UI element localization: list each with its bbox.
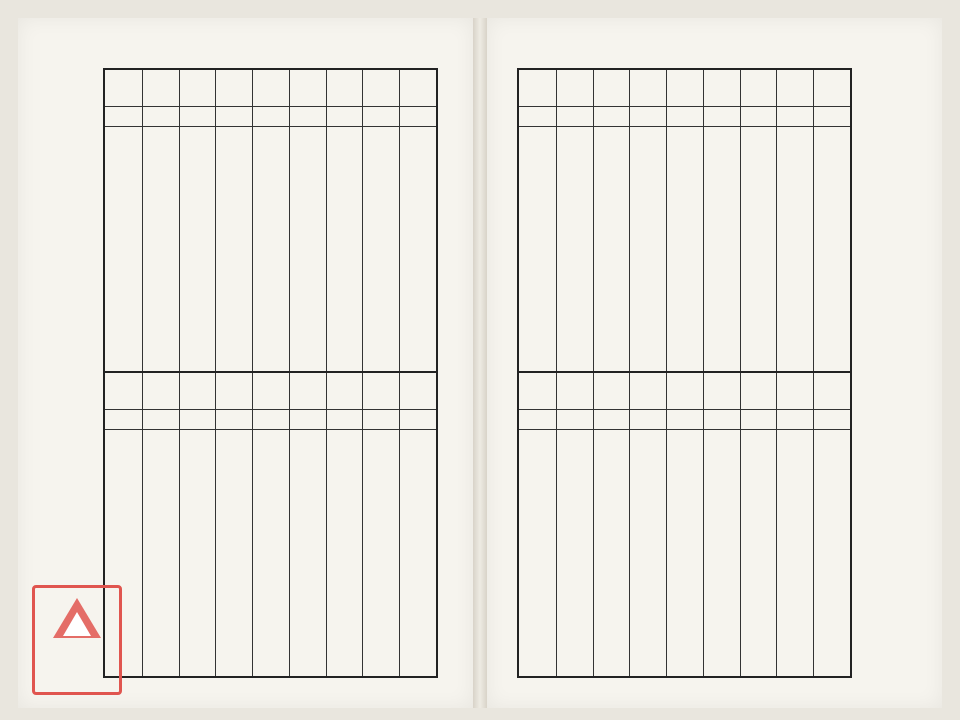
- entry-description: [400, 126, 436, 371]
- entry-column: [252, 373, 289, 676]
- book-gutter: [473, 18, 487, 708]
- entry-description: [180, 429, 216, 676]
- entry-element: [777, 409, 813, 430]
- entry-column: [142, 70, 179, 371]
- entry-column: [362, 373, 399, 676]
- entry-char: [290, 70, 326, 107]
- entry-char: [630, 373, 666, 410]
- entry-column: [142, 373, 179, 676]
- entry-char: [105, 373, 142, 410]
- entry-column: [593, 70, 630, 371]
- entry-element: [741, 106, 777, 127]
- entry-column: [399, 70, 436, 371]
- entry-description: [519, 429, 556, 676]
- entry-element: [400, 409, 436, 430]
- entry-grid-left: [103, 68, 438, 678]
- entry-description: [741, 429, 777, 676]
- entry-description: [400, 429, 436, 676]
- entry-description: [363, 126, 399, 371]
- entry-description: [519, 126, 556, 371]
- entry-char: [704, 70, 740, 107]
- entry-char: [667, 70, 703, 107]
- entry-element: [594, 106, 630, 127]
- entry-char: [180, 70, 216, 107]
- entry-char: [216, 70, 252, 107]
- entry-char: [777, 373, 813, 410]
- entry-description: [363, 429, 399, 676]
- entry-char: [253, 70, 289, 107]
- entry-column: [776, 70, 813, 371]
- entry-description: [327, 429, 363, 676]
- entry-element: [253, 409, 289, 430]
- entry-element: [290, 409, 326, 430]
- entry-column: [629, 70, 666, 371]
- entry-column: [666, 373, 703, 676]
- entry-description: [216, 126, 252, 371]
- entry-char: [253, 373, 289, 410]
- entry-description: [216, 429, 252, 676]
- entry-description: [105, 126, 142, 371]
- entry-column: [215, 373, 252, 676]
- entry-element: [180, 106, 216, 127]
- entry-element: [557, 106, 593, 127]
- entry-element: [741, 409, 777, 430]
- entry-element: [400, 106, 436, 127]
- entry-element: [143, 409, 179, 430]
- entry-char: [667, 373, 703, 410]
- entry-column: [776, 373, 813, 676]
- entry-char: [519, 373, 556, 410]
- entry-description: [667, 429, 703, 676]
- entry-element: [363, 106, 399, 127]
- entry-element: [777, 106, 813, 127]
- entry-element: [814, 409, 850, 430]
- entry-description: [704, 429, 740, 676]
- entry-column: [593, 373, 630, 676]
- entry-description: [290, 429, 326, 676]
- entry-char: [400, 70, 436, 107]
- entry-element: [519, 106, 556, 127]
- entry-column: [252, 70, 289, 371]
- entry-char: [814, 70, 850, 107]
- grid-bottom-half: [105, 373, 436, 676]
- entry-char: [557, 373, 593, 410]
- entry-char: [814, 373, 850, 410]
- entry-element: [667, 106, 703, 127]
- entry-column: [813, 373, 850, 676]
- entry-column: [629, 373, 666, 676]
- entry-grid-right: [517, 68, 852, 678]
- entry-element: [105, 106, 142, 127]
- entry-column: [179, 373, 216, 676]
- entry-column: [666, 70, 703, 371]
- entry-element: [216, 409, 252, 430]
- entry-char: [630, 70, 666, 107]
- entry-description: [143, 429, 179, 676]
- entry-char: [741, 70, 777, 107]
- entry-column: [399, 373, 436, 676]
- entry-char: [143, 70, 179, 107]
- entry-element: [216, 106, 252, 127]
- entry-char: [363, 70, 399, 107]
- entry-description: [741, 126, 777, 371]
- entry-element: [519, 409, 556, 430]
- entry-description: [704, 126, 740, 371]
- entry-description: [143, 126, 179, 371]
- entry-char: [557, 70, 593, 107]
- entry-description: [253, 126, 289, 371]
- entry-column: [740, 373, 777, 676]
- grid-bottom-half: [519, 373, 850, 676]
- entry-element: [105, 409, 142, 430]
- entry-char: [400, 373, 436, 410]
- entry-element: [180, 409, 216, 430]
- entry-description: [180, 126, 216, 371]
- ncc-stamp-logo: [32, 585, 122, 695]
- entry-column: [703, 70, 740, 371]
- entry-column: [289, 70, 326, 371]
- entry-column: [519, 70, 556, 371]
- entry-description: [630, 126, 666, 371]
- entry-char: [777, 70, 813, 107]
- entry-element: [594, 409, 630, 430]
- entry-description: [557, 126, 593, 371]
- entry-char: [704, 373, 740, 410]
- entry-column: [556, 373, 593, 676]
- entry-char: [143, 373, 179, 410]
- entry-column: [105, 70, 142, 371]
- entry-char: [180, 373, 216, 410]
- entry-element: [143, 106, 179, 127]
- entry-char: [594, 70, 630, 107]
- entry-description: [777, 429, 813, 676]
- entry-char: [105, 70, 142, 107]
- entry-element: [814, 106, 850, 127]
- entry-description: [557, 429, 593, 676]
- entry-description: [594, 126, 630, 371]
- entry-description: [814, 429, 850, 676]
- entry-element: [630, 106, 666, 127]
- entry-element: [630, 409, 666, 430]
- entry-column: [362, 70, 399, 371]
- entry-char: [290, 373, 326, 410]
- entry-description: [667, 126, 703, 371]
- entry-char: [741, 373, 777, 410]
- entry-char: [363, 373, 399, 410]
- entry-element: [557, 409, 593, 430]
- entry-column: [179, 70, 216, 371]
- right-page: [487, 18, 942, 708]
- entry-element: [290, 106, 326, 127]
- entry-description: [814, 126, 850, 371]
- entry-column: [326, 70, 363, 371]
- entry-char: [327, 70, 363, 107]
- entry-column: [326, 373, 363, 676]
- grid-top-half: [105, 70, 436, 373]
- entry-char: [594, 373, 630, 410]
- entry-description: [290, 126, 326, 371]
- entry-description: [777, 126, 813, 371]
- entry-element: [704, 409, 740, 430]
- grid-top-half: [519, 70, 850, 373]
- entry-description: [630, 429, 666, 676]
- entry-description: [327, 126, 363, 371]
- entry-element: [363, 409, 399, 430]
- entry-description: [253, 429, 289, 676]
- entry-element: [327, 106, 363, 127]
- entry-char: [216, 373, 252, 410]
- entry-description: [594, 429, 630, 676]
- entry-char: [327, 373, 363, 410]
- entry-column: [813, 70, 850, 371]
- entry-column: [519, 373, 556, 676]
- entry-column: [740, 70, 777, 371]
- entry-column: [556, 70, 593, 371]
- entry-element: [327, 409, 363, 430]
- entry-column: [703, 373, 740, 676]
- entry-element: [704, 106, 740, 127]
- entry-element: [253, 106, 289, 127]
- entry-char: [519, 70, 556, 107]
- entry-element: [667, 409, 703, 430]
- entry-column: [215, 70, 252, 371]
- entry-column: [289, 373, 326, 676]
